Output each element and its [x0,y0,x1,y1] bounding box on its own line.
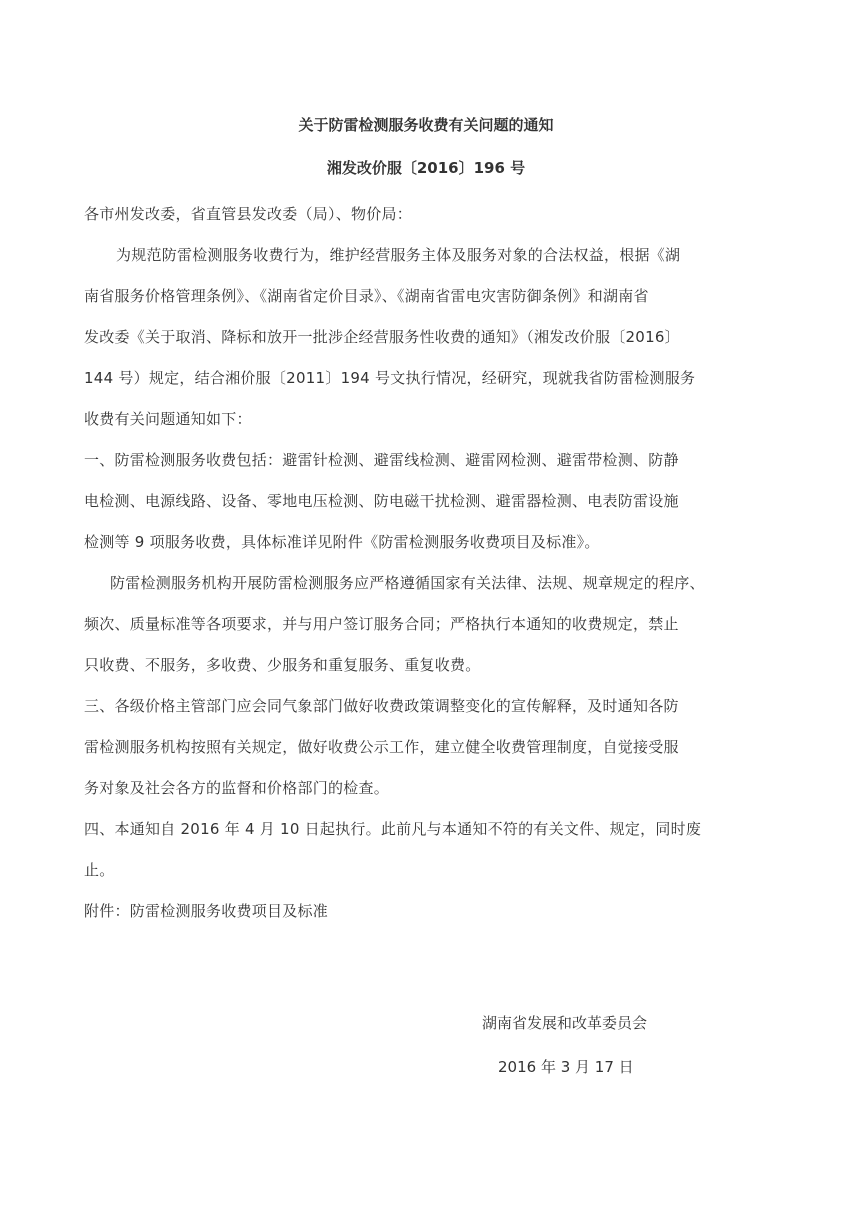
document-number: 湘发改价服〔2016〕196 号 [326,159,526,177]
intro-line: 144 号）规定，结合湘价服〔2011〕194 号文执行情况，经研究，现就我省防雷检测服务 [84,369,696,387]
attachment-line: 附件：防雷检测服务收费项目及标准 [84,902,329,920]
signing-date: 2016 年 3 月 17 日 [498,1058,634,1076]
intro-line: 为规范防雷检测服务收费行为，维护经营服务主体及服务对象的合法权益，根据《湖 [116,246,681,264]
intro-line: 收费有关问题通知如下： [84,410,252,428]
section-3-line: 三、各级价格主管部门应会同气象部门做好收费政策调整变化的宣传解释，及时通知各防 [84,697,679,715]
section-2-line: 只收费、不服务，多收费、少服务和重复服务、重复收费。 [84,656,481,674]
section-1-line: 检测等 9 项服务收费，具体标准详见附件《防雷检测服务收费项目及标准》。 [84,533,600,551]
section-3-line: 务对象及社会各方的监督和价格部门的检查。 [84,779,390,797]
intro-line: 发改委《关于取消、降标和放开一批涉企经营服务性收费的通知》（湘发改价服〔2016〕 [84,328,680,346]
signer-organization: 湖南省发展和改革委员会 [482,1014,648,1032]
section-4-line: 四、本通知自 2016 年 4 月 10 日起执行。此前凡与本通知不符的有关文件、规定，同时废 [84,820,702,838]
document-title: 关于防雷检测服务收费有关问题的通知 [298,116,554,134]
salutation: 各市州发改委，省直管县发改委（局）、物价局： [84,205,413,223]
section-1-line: 一、防雷检测服务收费包括：避雷针检测、避雷线检测、避雷网检测、避雷带检测、防静 [84,451,679,469]
section-1-line: 电检测、电源线路、设备、零地电压检测、防电磁干扰检测、避雷器检测、电表防雷设施 [84,492,679,510]
intro-line: 南省服务价格管理条例》、《湖南省定价目录》、《湖南省雷电灾害防御条例》和湖南省 [84,287,649,305]
section-4-line: 止。 [84,861,115,879]
section-2-line: 防雷检测服务机构开展防雷检测服务应严格遵循国家有关法律、法规、规章规定的程序、 [110,574,705,592]
section-2-line: 频次、质量标准等各项要求，并与用户签订服务合同；严格执行本通知的收费规定，禁止 [84,615,679,633]
document-body [84,194,774,932]
section-3-line: 雷检测服务机构按照有关规定，做好收费公示工作，建立健全收费管理制度，自觉接受服 [84,738,679,756]
